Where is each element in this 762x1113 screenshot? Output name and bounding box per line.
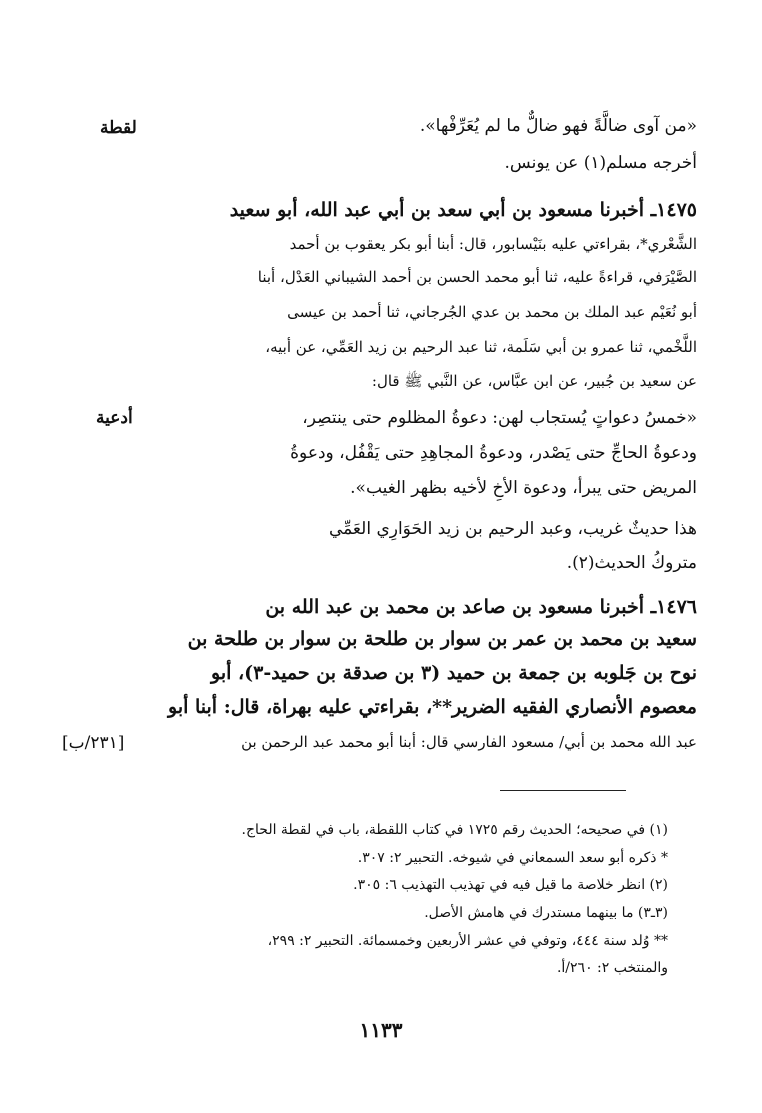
margin-note-folio: [٢٣١/ب]	[62, 733, 125, 753]
body-line-bold: نوح بن جَلوبه بن جمعة بن حميد (٣ بن صدقة بن حميد-٣)، أبو	[211, 662, 697, 684]
body-line: الشَّعْري*، بقراءتي عليه بنَيْسابور، قال: أبنا أبو بكر يعقوب بن أحمد	[289, 235, 697, 253]
body-line: الصَّيْرَفي، قراءةً عليه، ثنا أبو محمد الحسن بن أحمد الشيباني العَدْل، أبنا	[257, 268, 697, 286]
body-line: أبو نُعَيْم عبد الملك بن محمد بن عدي الجُرجاني، ثنا أحمد بن عيسى	[287, 303, 697, 321]
page-number: ١١٣٣	[359, 1018, 403, 1042]
body-line: «من آوى ضالَّةً فهو ضالٌّ ما لم يُعَرِّفْها».	[419, 116, 697, 136]
body-line: عبد الله محمد بن أبي/ مسعود الفارسي قال: أبنا أبو محمد عبد الرحمن بن	[241, 733, 697, 751]
body-line: عن سعيد بن جُبير، عن ابن عبَّاس، عن النَّبي ﷺ قال:	[371, 372, 697, 390]
body-line-bold: معصوم الأنصاري الفقيه الضرير**، بقراءتي عليه بهراة، قال: أبنا أبو	[168, 696, 697, 718]
margin-note-luqata: لقطة	[100, 118, 137, 138]
hadith-heading-1476: ١٤٧٦ـ أخبرنا مسعود بن صاعد بن محمد بن عبد الله بن	[265, 596, 697, 618]
footnote: والمنتخب ٢: ٢٦٠/أ.	[556, 960, 668, 976]
footnote-separator	[500, 790, 626, 791]
body-line: أخرجه مسلم(١) عن يونس.	[504, 153, 697, 173]
body-line: متروكُ الحديث(٢).	[566, 553, 697, 573]
body-line: «خمسُ دعواتٍ يُستجاب لهن: دعوةُ المظلوم حتى ينتصِر،	[302, 408, 697, 428]
margin-note-adiya: أدعية	[96, 408, 133, 428]
footnote: ** وُلد سنة ٤٤٤، وتوفي في عشر الأربعين وخمسمائة. التحبير ٢: ٢٩٩،	[267, 933, 668, 949]
footnote: (٢) انظر خلاصة ما قيل فيه في تهذيب التهذيب ٦: ٣٠٥.	[353, 877, 668, 893]
body-line: اللَّخْمي، ثنا عمرو بن أبي سَلَمة، ثنا عبد الرحيم بن زيد العَمِّي، عن أبيه،	[265, 338, 697, 356]
hadith-heading-1475: ١٤٧٥ـ أخبرنا مسعود بن أبي سعد بن أبي عبد الله، أبو سعيد	[229, 199, 697, 221]
footnote: * ذكره أبو سعد السمعاني في شيوخه. التحبير ٢: ٣٠٧.	[357, 850, 668, 866]
footnote: (٣ـ٣) ما بينهما مستدرك في هامش الأصل.	[424, 905, 668, 921]
body-line: ودعوةُ الحاجِّ حتى يَصْدر، ودعوةُ المجاهِدِ حتى يَقْفُل، ودعوةُ	[290, 443, 697, 463]
body-line: المريض حتى يبرأ، ودعوة الأخِ لأخيه بظهر الغيب».	[350, 478, 697, 498]
body-line-bold: سعيد بن محمد بن عمر بن سوار بن طلحة بن سوار بن طلحة بن	[187, 628, 697, 650]
body-line: هذا حديثٌ غريب، وعبد الرحيم بن زيد الحَوَارِي العَمِّي	[328, 519, 697, 539]
footnote: (١) في صحيحه؛ الحديث رقم ١٧٢٥ في كتاب اللقطة، باب في لقطة الحاج.	[241, 822, 668, 838]
